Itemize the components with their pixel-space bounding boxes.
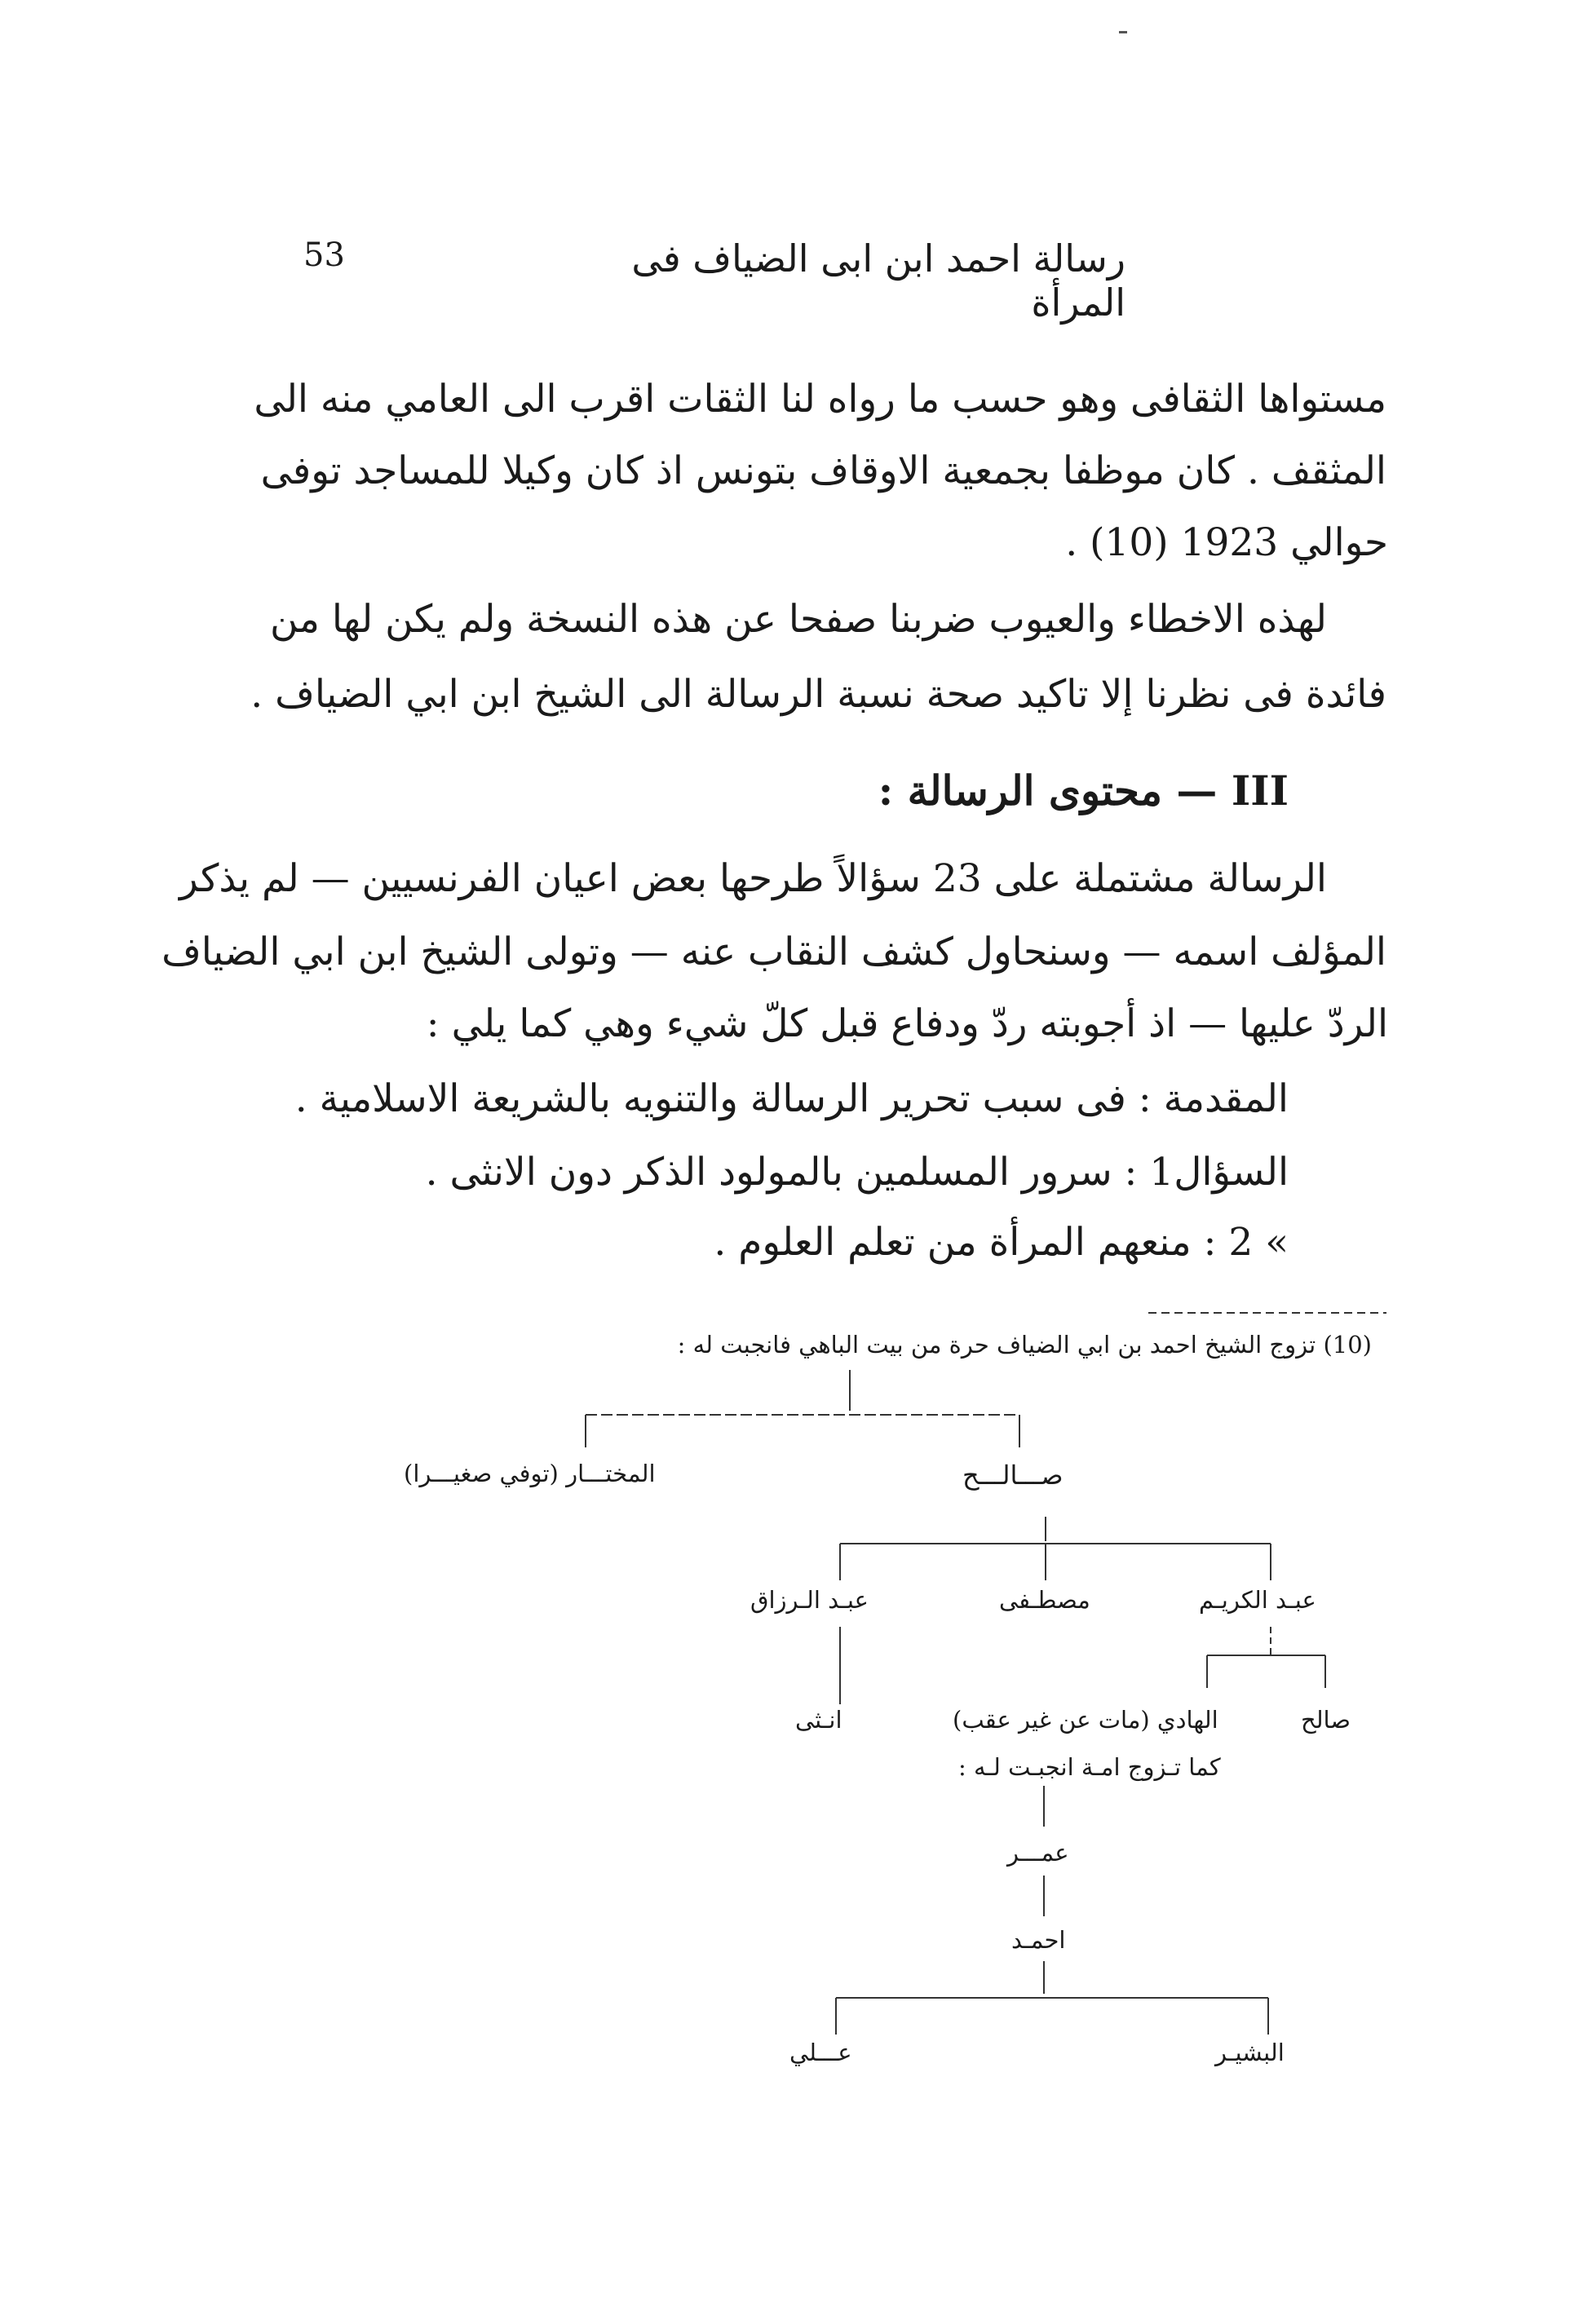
paragraph1-line2: المثقف . كان موظفا بجمعية الاوقاف بتونس اذ كان وكيلا للمساجد توفى [260,448,1386,493]
tree-node-ali: عـــلي [789,2039,852,2066]
tree-node-abd-karim: عبـد الكريـم [1199,1586,1316,1614]
page-number: 53 [303,236,345,274]
item-introduction: المقدمة : فى سبب تحرير الرسالة والتنويه بالشريعة الاسلامية . [294,1076,1289,1121]
tree-node-salih2: صالح [1301,1706,1351,1734]
paragraph1-line1: مستواها الثقافى وهو حسب ما رواه لنا الثقات اقرب الى العامي منه الى [254,377,1386,422]
tree-node-omar: عمـــر [1007,1839,1069,1867]
tree-node-abd-razzaq: عبـد الـرزاق [750,1586,869,1614]
tree-node-untha: انـثى [795,1706,842,1734]
running-title: رسالة احمد ابن ابى الضياف فى المرأة [631,236,1125,325]
footnote-10: (10) تزوج الشيخ احمد بن ابي الضياف حرة من بيت الباهي فانجبت له : [677,1331,1372,1359]
section-heading: III — محتوى الرسالة : [878,767,1289,815]
paragraph3-line1: الرسالة مشتملة على 23 سؤالاً طرحها بعض اعيان الفرنسيين — لم يذكر [179,856,1327,901]
tree-node-mustafa: مصطـفى [999,1586,1090,1614]
tree-node-bashir: البشيـر [1215,2039,1285,2066]
second-marriage-note: كما تـزوج امـة انجبـت لـه : [958,1753,1221,1781]
item-question-2: » 2 : منعهم المرأة من تعلم العلوم . [714,1220,1289,1265]
paragraph2-line2: فائدة فى نظرنا إلا تاكيد صحة نسبة الرسالة الى الشيخ ابن ابي الضياف . [250,672,1386,717]
tree-node-mukhtar: المختـــار (توفي صغيـــرا) [404,1460,656,1487]
paragraph1-line3: حوالي 1923 (10) . [1065,520,1388,565]
paragraph3-line2: المؤلف اسمه — وسنحاول كشف النقاب عنه — وتولى الشيخ ابن ابي الضياف [161,930,1386,974]
paragraph3-line3: الردّ عليها — اذ أجوبته ردّ ودفاع قبل كلّ شيء وهي كما يلي : [426,1001,1388,1046]
item-question-1: السؤال1 : سرور المسلمين بالمولود الذكر دون الانثى . [425,1150,1289,1195]
paragraph2-line1: لهذه الاخطاء والعيوب ضربنا صفحا عن هذه النسخة ولم يكن لها من [269,597,1327,642]
tree-node-salih: صـــالـــح [962,1460,1064,1491]
tree-node-hadi: الهادي (مات عن غير عقب) [953,1706,1218,1734]
tree-node-ahmed: احمـد [1011,1926,1066,1954]
